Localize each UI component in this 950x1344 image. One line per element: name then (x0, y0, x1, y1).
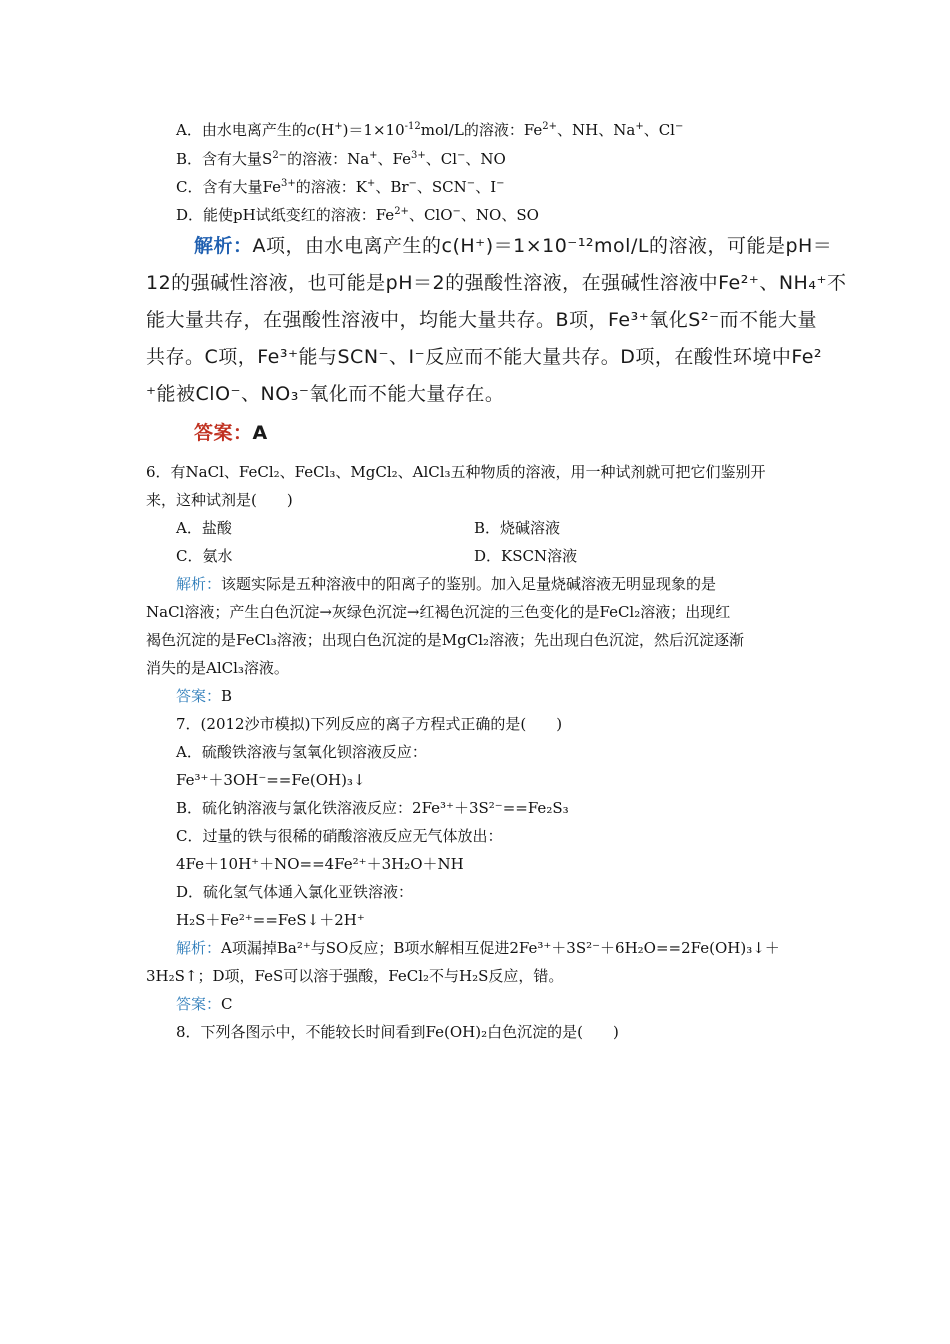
q6-answer: B (221, 687, 233, 705)
q6-answer-line (176, 686, 232, 706)
q5-analysis-line-4: 共存。C项，Fe³⁺能与SCN⁻、I⁻反应而不能大量共存。D项，在酸性环境中Fe² (146, 346, 823, 368)
q7-option-d-equation: H₂S＋Fe²⁺==FeS↓＋2H⁺ (176, 911, 365, 929)
q7-stem: 7．(2012沙市模拟)下列反应的离子方程式正确的是( ) (176, 715, 563, 733)
q6-analysis-label: 解析： (176, 575, 222, 593)
q5-option-b: B．含有大量$S^{2-}$的溶液：Na+、$Fe^{3+}$、Cl−、NO (176, 150, 506, 168)
q7-analysis-label: 解析： (176, 939, 222, 957)
q5-answer: A (252, 422, 268, 444)
q5-analysis-line-5: ⁺能被ClO⁻、NO₃⁻氧化而不能大量存在。 (146, 383, 505, 405)
q5-analysis-line-1: A项，由水电离产生的c(H⁺)＝1×10⁻¹²mol/L的溶液，可能是pH＝ (252, 235, 833, 257)
q6-option-c: C．氨水 (176, 547, 233, 565)
q7-option-a: A．硫酸铁溶液与氢氧化钡溶液反应： (176, 743, 427, 761)
q6-analysis-line-1: 解析：该题实际是五种溶液中的阳离子的鉴别。加入足量烧碱溶液无明显现象的是 (176, 575, 717, 593)
q5-option-c: C．含有大量$Fe^{3+}$的溶液：K+、Br−、SCN−、I− (176, 178, 505, 196)
q5-answer-label: 答案： (194, 422, 253, 444)
q6-analysis-line-3: 褐色沉淀的是FeCl₃溶液；出现白色沉淀的是MgCl₂溶液；先出现白色沉淀，然后沉淀逐渐 (146, 631, 745, 649)
q7-option-b: B．硫化钠溶液与氯化铁溶液反应：2Fe³⁺＋3S²⁻==Fe₂S₃ (176, 799, 569, 817)
q6-answer-label: 答案： (176, 687, 222, 705)
q5-option-d: D．能使pH试纸变红的溶液：$Fe^{2+}$、ClO−、NO、SO (176, 206, 539, 224)
q7-option-d: D．硫化氢气体通入氯化亚铁溶液： (176, 883, 414, 901)
q6-option-b: B．烧碱溶液 (474, 519, 561, 537)
q8-stem: 8．下列各图示中，不能较长时间看到Fe(OH)₂白色沉淀的是( ) (176, 1023, 619, 1041)
q7-option-c: C．过量的铁与很稀的硝酸溶液反应无气体放出： (176, 827, 503, 845)
q7-option-c-equation: 4Fe＋10H⁺＋NO==4Fe²⁺＋3H₂O＋NH (176, 855, 464, 873)
q7-analysis-line-1: 解析：A项漏掉Ba²⁺与SO反应；B项水解相互促进2Fe³⁺＋3S²⁻＋6H₂O==2Fe(OH)₃↓＋ (176, 939, 780, 957)
q7-analysis-line-2: 3H₂S↑；D项，FeS可以溶于强酸，FeCl₂不与H₂S反应，错。 (146, 967, 564, 985)
q7-answer-line (176, 994, 233, 1014)
q6-option-d: D．KSCN溶液 (474, 547, 578, 565)
q6-option-a: A．盐酸 (176, 519, 232, 537)
q6-analysis-line-4: 消失的是AlCl₃溶液。 (146, 659, 289, 677)
q6-stem-line-1: 6．有NaCl、FeCl₂、FeCl₃、MgCl₂、AlCl₃五种物质的溶液，用一种试剂就可把它们鉴别开 (146, 463, 766, 481)
q6-analysis-line-2: NaCl溶液；产生白色沉淀→灰绿色沉淀→红褐色沉淀的三色变化的是FeCl₂溶液；出现红 (146, 603, 731, 621)
q5-analysis-label: 解析： (194, 235, 253, 257)
q6-stem-line-2: 来，这种试剂是( ) (146, 491, 293, 509)
q5-analysis-block (146, 228, 847, 452)
q7-answer: C (221, 995, 233, 1013)
q5-analysis-line-2: 12的强碱性溶液，也可能是pH＝2的强酸性溶液，在强碱性溶液中Fe²⁺、NH₄⁺不 (146, 272, 847, 294)
q5-option-a: A．由水电离产生的$c(H^+)=1\times 10^{-12}mol/L$的溶液：$Fe^{2+}$、NH、Na+、Cl− (176, 121, 684, 139)
q7-option-a-equation: Fe³⁺＋3OH⁻==Fe(OH)₃↓ (176, 771, 366, 789)
q7-answer-label: 答案： (176, 995, 222, 1013)
q5-analysis-line-3: 能大量共存，在强酸性溶液中，均能大量共存。B项，Fe³⁺氧化S²⁻而不能大量 (146, 309, 817, 331)
